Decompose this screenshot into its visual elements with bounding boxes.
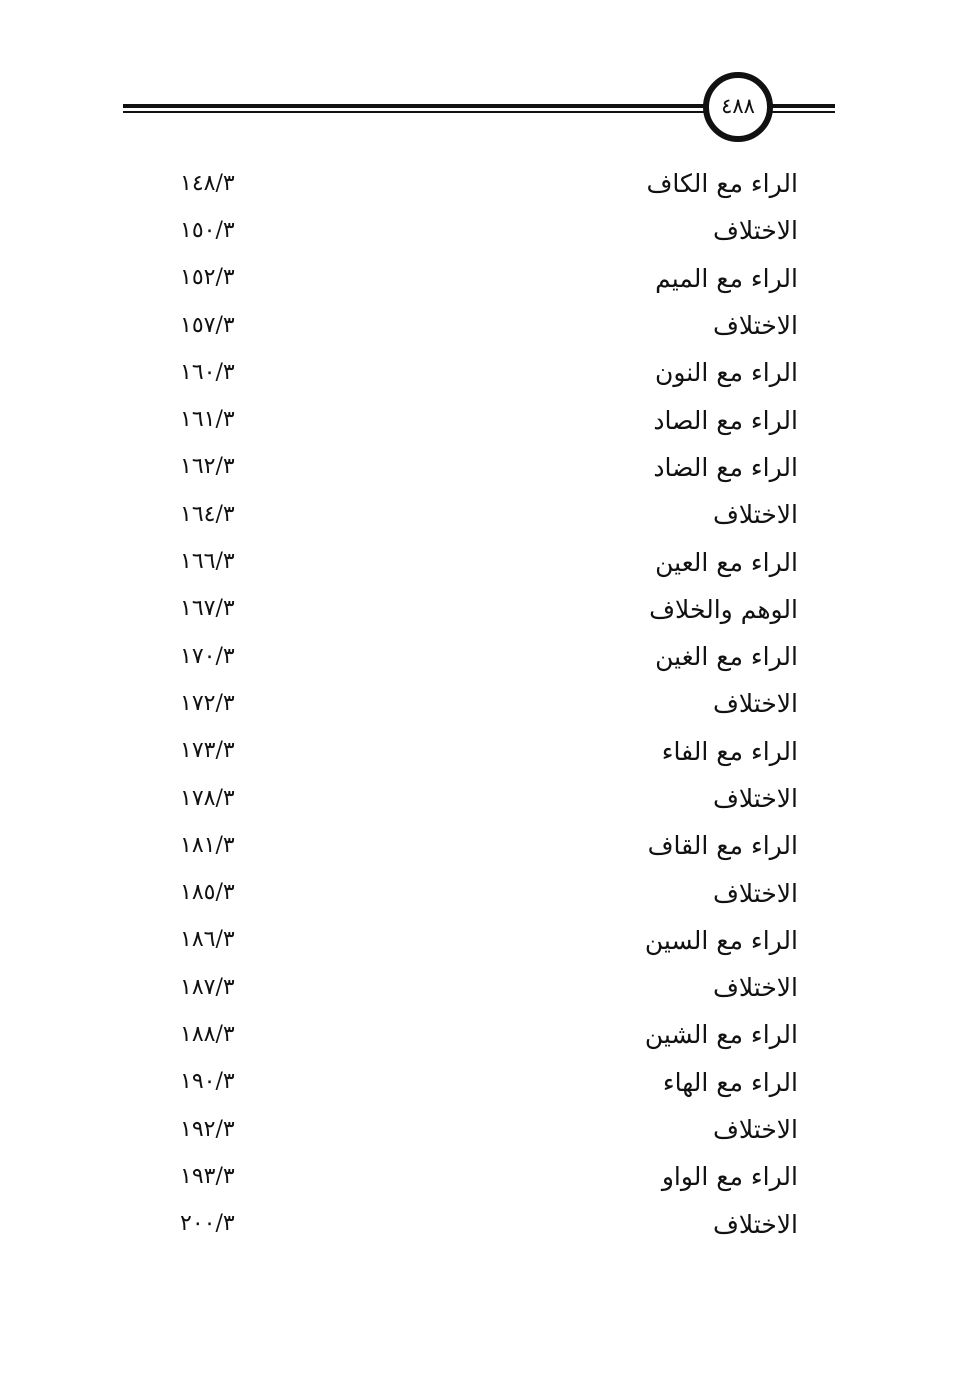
toc-entry-page: ١٨٧/٣: [180, 974, 235, 1000]
toc-entry-title: الراء مع النون: [654, 358, 798, 388]
toc-row: [150, 964, 810, 1011]
toc-row: [150, 349, 810, 396]
toc-entry-title: الراء مع الميم: [655, 263, 798, 293]
toc-entry-title: الوهم والخلاف: [649, 594, 798, 624]
toc-entry-page: ١٧٨/٣: [180, 785, 235, 811]
toc-entry-title: الاختلاف: [712, 784, 798, 813]
toc-entry-page: ١٤٨/٣: [180, 170, 235, 196]
toc-row: [150, 869, 810, 916]
toc-row: [150, 1106, 810, 1153]
toc-entry-title: الراء مع السين: [644, 925, 798, 955]
toc-row: [150, 302, 810, 349]
toc-entry-title: الاختلاف: [712, 878, 798, 908]
toc-entry-page: ١٨٥/٣: [180, 880, 235, 906]
page-number-badge: [703, 72, 773, 142]
toc-entry-page: ١٩٢/٣: [180, 1116, 235, 1142]
toc-row: [150, 444, 810, 491]
toc-row: [150, 255, 810, 302]
toc-row: [150, 775, 810, 822]
page-number: ٤٨٨: [721, 93, 755, 118]
toc-entry-page: ١٦٠/٣: [180, 359, 235, 385]
toc-entry-page: ١٦٧/٣: [180, 596, 235, 622]
toc-row: [150, 396, 810, 443]
toc-entry-page: ١٧٣/٣: [180, 738, 235, 764]
toc-entry-title: الاختلاف: [712, 973, 798, 1003]
toc-entry-page: ١٩٠/٣: [180, 1069, 235, 1095]
toc-row: [150, 1059, 810, 1106]
toc-entry-page: ١٨٦/٣: [180, 927, 235, 953]
toc-entry-page: ١٥٧/٣: [180, 312, 235, 338]
toc-entry-title: الراء مع الكاف: [646, 169, 798, 199]
toc-entry-page: ١٧٢/٣: [180, 690, 235, 716]
toc-row: [150, 586, 810, 633]
toc-entry-title: الراء مع الضاد: [653, 452, 798, 482]
toc-entry-title: الراء مع الصاد: [653, 405, 798, 435]
toc-row: [150, 1201, 810, 1248]
toc-row: [150, 207, 810, 254]
toc-row: [150, 917, 810, 964]
toc-entry-title: الراء مع الشين: [644, 1020, 798, 1050]
toc-entry-title: الراء مع الواو: [661, 1162, 798, 1192]
toc-entry-title: الراء مع العين: [655, 547, 798, 577]
toc-entry-title: الاختلاف: [712, 311, 798, 341]
toc-entry-title: الاختلاف: [712, 1209, 798, 1239]
toc-entry-title: الراء مع الغين: [655, 642, 798, 672]
toc-entry-page: ١٥٠/٣: [180, 217, 235, 243]
toc-entry-title: الراء مع القاف: [647, 831, 798, 861]
toc-entry-page: ١٨١/٣: [180, 832, 235, 858]
table-of-contents: [150, 160, 810, 1248]
toc-entry-page: ١٦٤/٣: [180, 501, 235, 527]
toc-row: [150, 1011, 810, 1058]
toc-row: [150, 633, 810, 680]
toc-entry-page: ١٦١/٣: [180, 407, 235, 433]
toc-row: [150, 822, 810, 869]
toc-entry-title: الاختلاف: [712, 216, 798, 246]
toc-entry-page: ١٦٢/٣: [180, 454, 235, 480]
toc-row: [150, 160, 810, 207]
toc-entry-title: الاختلاف: [712, 1115, 798, 1145]
toc-row: [150, 491, 810, 538]
toc-entry-title: الاختلاف: [712, 689, 798, 719]
toc-row: [150, 538, 810, 585]
toc-entry-title: الراء مع الهاء: [662, 1067, 798, 1097]
toc-row: [150, 728, 810, 775]
toc-entry-page: ١٦٦/٣: [180, 549, 235, 575]
toc-entry-page: ١٧٠/٣: [180, 643, 235, 669]
toc-entry-page: ٢٠٠/٣: [180, 1211, 235, 1237]
page-header: [0, 0, 957, 150]
toc-entry-page: ١٨٨/٣: [180, 1021, 235, 1047]
toc-entry-title: الراء مع الفاء: [661, 736, 798, 766]
toc-entry-page: ١٥٢/٣: [180, 265, 235, 291]
toc-row: [150, 1153, 810, 1200]
toc-entry-page: ١٩٣/٣: [180, 1163, 235, 1189]
toc-row: [150, 680, 810, 727]
toc-entry-title: الاختلاف: [712, 500, 798, 530]
